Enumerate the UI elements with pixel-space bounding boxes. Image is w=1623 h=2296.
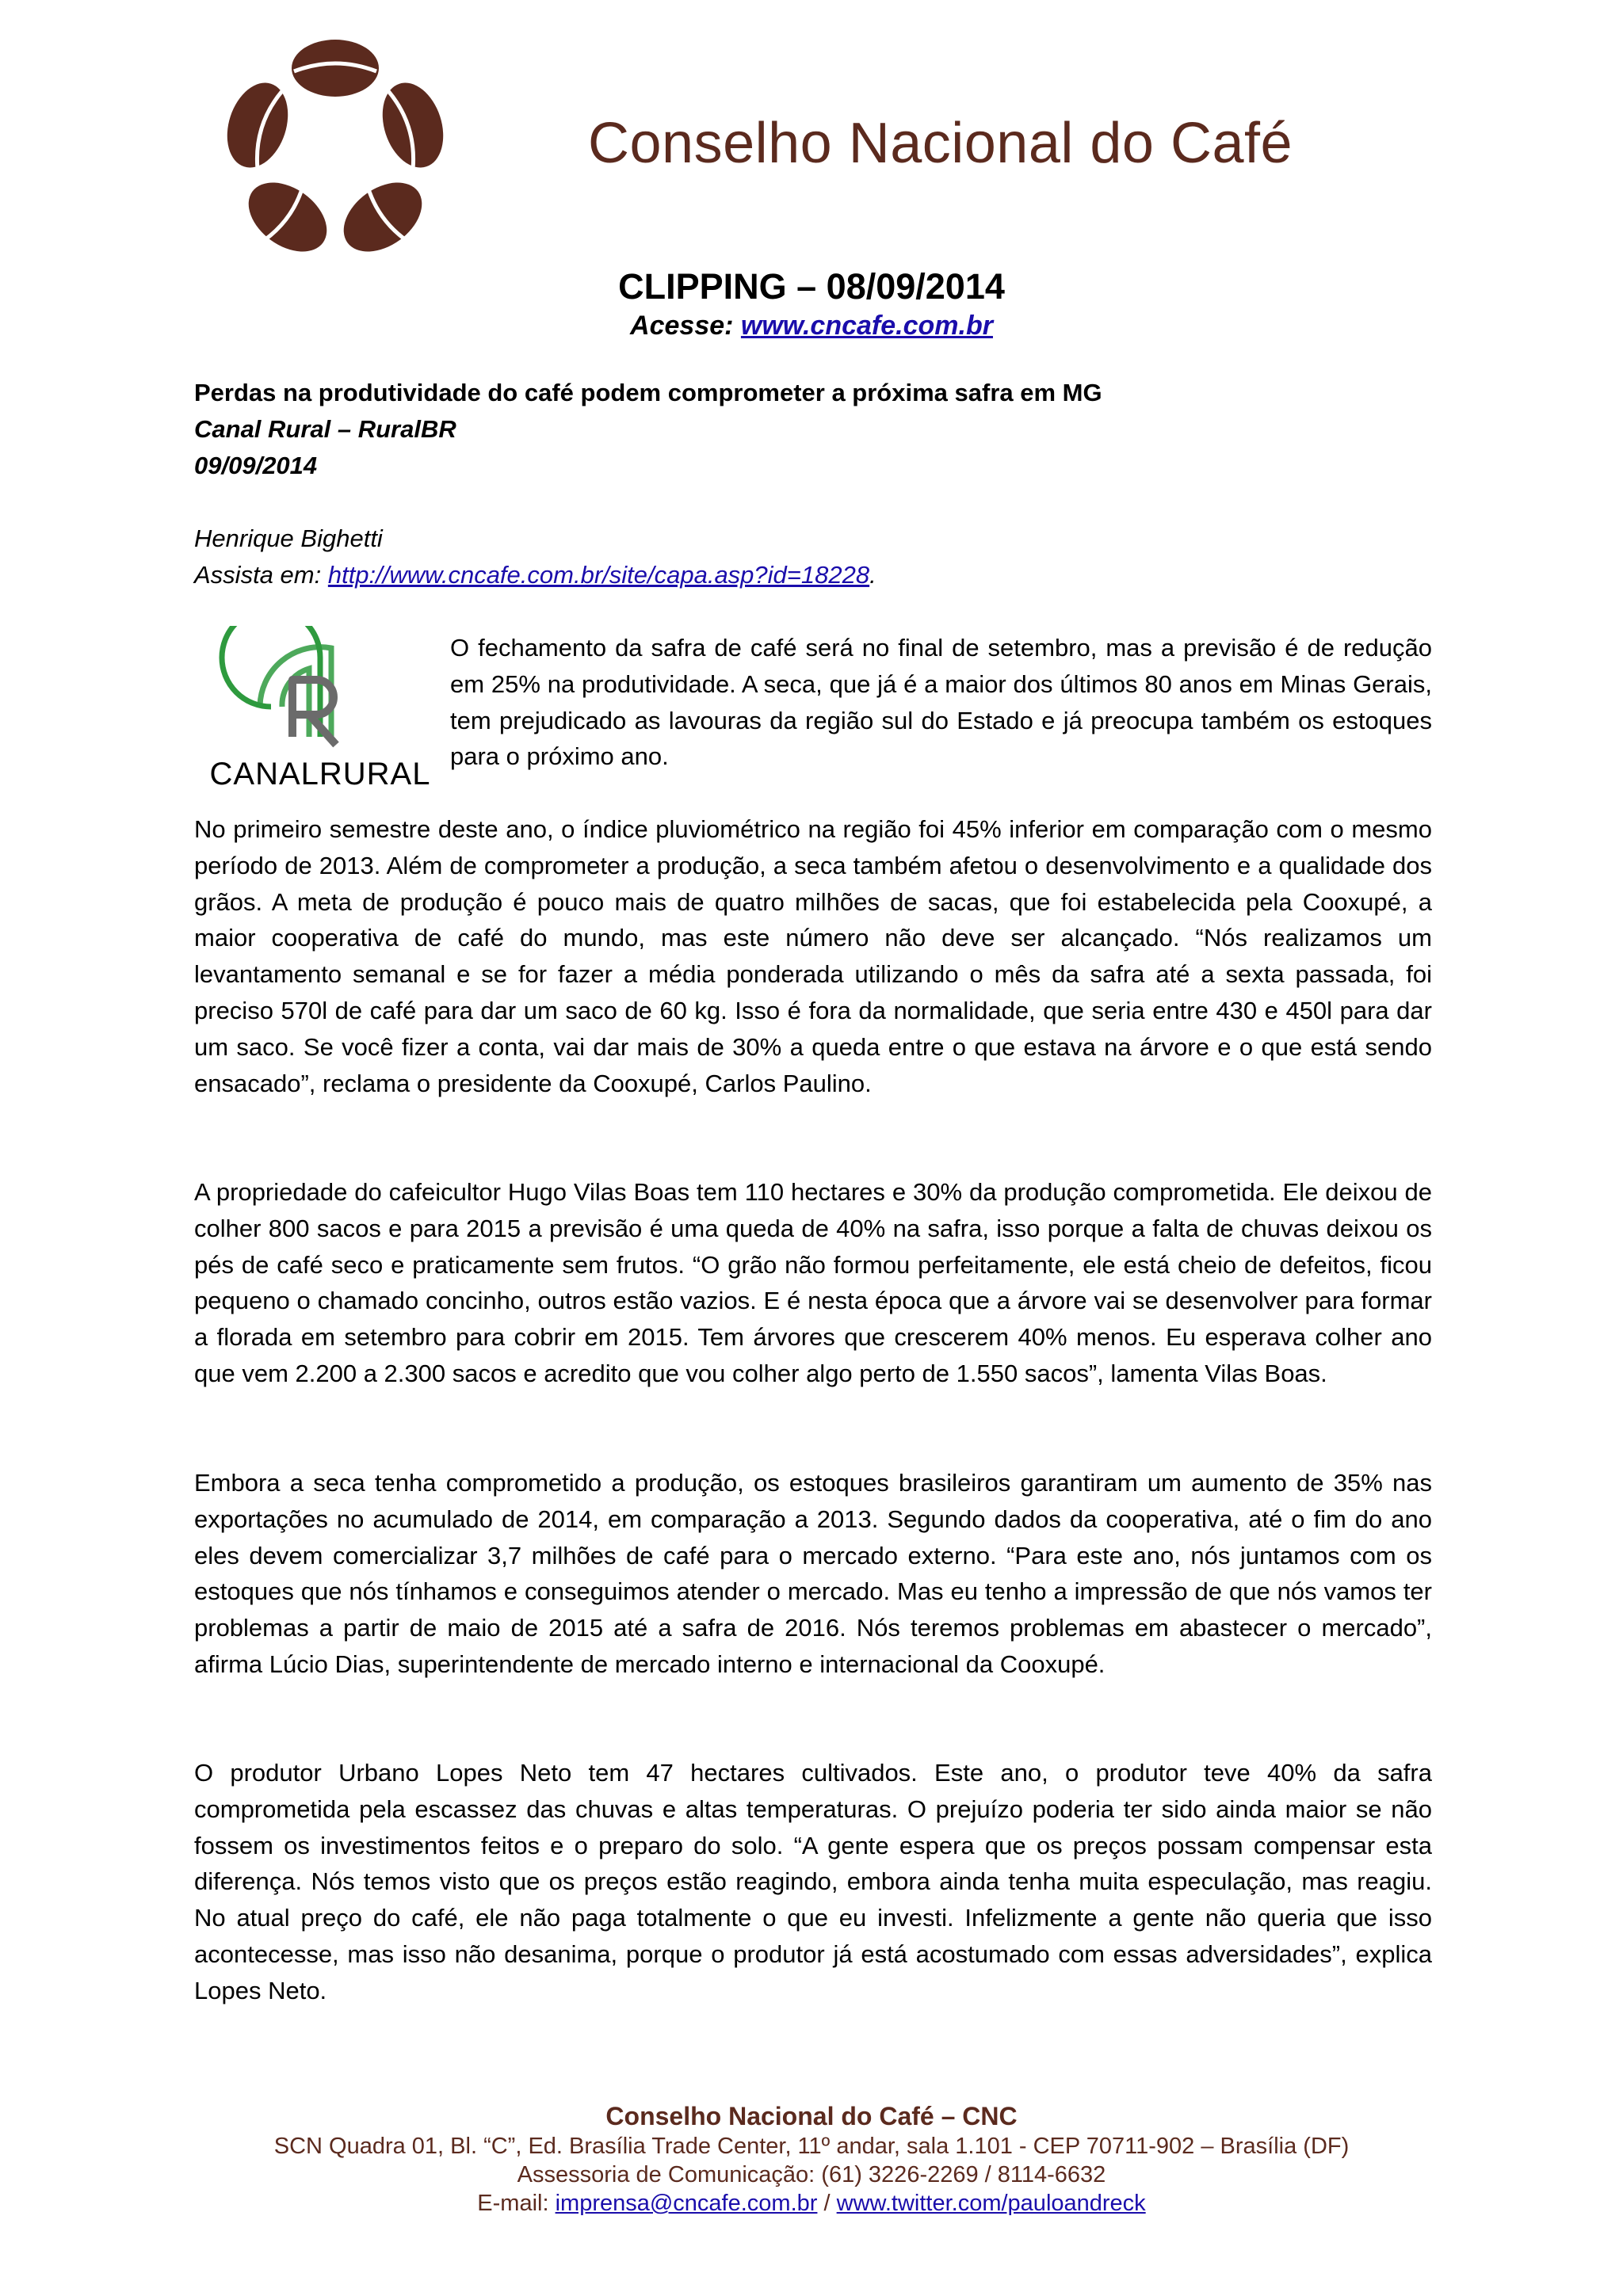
article-date: 09/09/2014 [194,452,318,479]
article-paragraph-3: A propriedade do cafeicultor Hugo Vilas Boas tem 110 hectares e 30% da produção comprometida. Ele deixou de colher 800 sacos e para 2015 a previsão é uma queda de 40% na safra, isso porque a falta de chuvas deixou os pés de café seco e praticamente sem frutos. “O grão não formou perfeitamente, ele está cheio de defeitos, ficou pequeno o chamado concinho, outros estão vazios. E é nesta época que a árvore vai se desenvolver para formar a florada em setembro para cobrir em 2015. Tem árvores que crescerem 40% menos. Eu esperava colher ano que vem 2.200 a 2.300 sacos e acredito que vou colher algo perto de 1.550 sacos”, lamenta Vilas Boas. [194,1178,1432,1387]
organization-title: Conselho Nacional do Café [588,112,1293,175]
access-label: Acesse: [630,311,734,341]
site-link[interactable]: www.cncafe.com.br [740,311,993,341]
email-label: E-mail: [477,2191,549,2216]
article-author: Henrique Bighetti [194,524,383,552]
article-source: Canal Rural – RuralBR [194,415,456,443]
watch-suffix: . [869,561,876,589]
article-paragraph-2: No primeiro semestre deste ano, o índice pluviométrico na região foi 45% inferior em comparação com o mesmo período de 2013. Além de comprometer a produção, a seca também afetou o desenvolvimento e a qualidade dos grãos. A meta de produção é pouco mais de quatro milhões de sacas, que foi estabelecida pela Cooxupé, a maior cooperativa de café do mundo, mas este número não deve ser alcançado. “Nós realizamos um levantamento semanal e se for fazer a média ponderada utilizando o mês da safra até a sexta passada, foi preciso 570l de café para dar um saco de 60 kg. Isso é fora da normalidade, que seria entre 430 e 450l para dar um saco. Se você fizer a conta, vai dar mais de 30% a queda entre o que estava na árvore e o que está sendo ensacado”, reclama o presidente da Cooxupé, Carlos Paulino. [194,815,1432,1097]
cnc-coffee-bean-logo [212,21,458,273]
canal-rural-logo [193,626,447,792]
watch-label: Assista em: [194,561,322,589]
article-headline: Perdas na produtividade do café podem comprometer a próxima safra em MG [194,379,1102,406]
footer-phone: Assessoria de Comunicação: (61) 3226-2269 / 8114-6632 [517,2162,1106,2187]
article-paragraph-5: O produtor Urbano Lopes Neto tem 47 hectares cultivados. Este ano, o produtor teve 40% da safra comprometida pela escassez das chuvas e altas temperaturas. O prejuízo poderia ter sido ainda maior se não fossem os investimentos feitos e o preparo do solo. “A gente espera que os preços possam compensar esta diferença. Nós temos visto que os preços estão reagindo, embora ainda tenha muita especulação, mas reagiu. No atual preço do café, ele não paga totalmente o que eu investi. Infelizmente a gente não queria que isso acontecesse, mas isso não desanima, porque o produtor já está acostumado com essas adversidades”, explica Lopes Neto. [194,1759,1432,2004]
twitter-link[interactable]: www.twitter.com/pauloandreck [836,2191,1146,2216]
footer-contact [0,2191,1623,2217]
video-link[interactable]: http://www.cncafe.com.br/site/capa.asp?id=18228 [327,561,870,589]
article-paragraph-1: O fechamento da safra de café será no final de setembro, mas a previsão é de redução em 25% na produtividade. A seca, que já é a maior dos últimos 80 anos em Minas Gerais, tem prejudicado as lavouras da região sul do Estado e já preocupa também os estoques para o próximo ano. [450,634,1432,771]
article-paragraph-4: Embora a seca tenha comprometido a produção, os estoques brasileiros garantiram um aumento de 35% nas exportações no acumulado de 2014, em comparação a 2013. Segundo dados da cooperativa, até o fim do ano eles devem comercializar 3,7 milhões de café para o mercado externo. “Para este ano, nós juntamos com os estoques que nós tínhamos e conseguimos atender o mercado. Mas eu tenho a impressão de que nós vamos ter problemas a partir de maio de 2015 até a safra de 2016. Nós teremos problemas em abastecer o mercado”, afirma Lúcio Dias, superintendente de mercado interno e internacional da Cooxupé. [194,1469,1432,1678]
email-link[interactable]: imprensa@cncafe.com.br [555,2191,818,2216]
clipping-title: CLIPPING – 08/09/2014 [618,266,1005,307]
footer-title: Conselho Nacional do Café – CNC [605,2102,1018,2130]
footer-separator: / [823,2191,831,2216]
canal-rural-logo-text: CANALRURAL [209,757,431,791]
watch-line [194,561,876,589]
access-line [0,311,1623,341]
footer-address: SCN Quadra 01, Bl. “C”, Ed. Brasília Trade Center, 11º andar, sala 1.101 - CEP 70711-902 – Brasília (DF) [273,2134,1350,2159]
